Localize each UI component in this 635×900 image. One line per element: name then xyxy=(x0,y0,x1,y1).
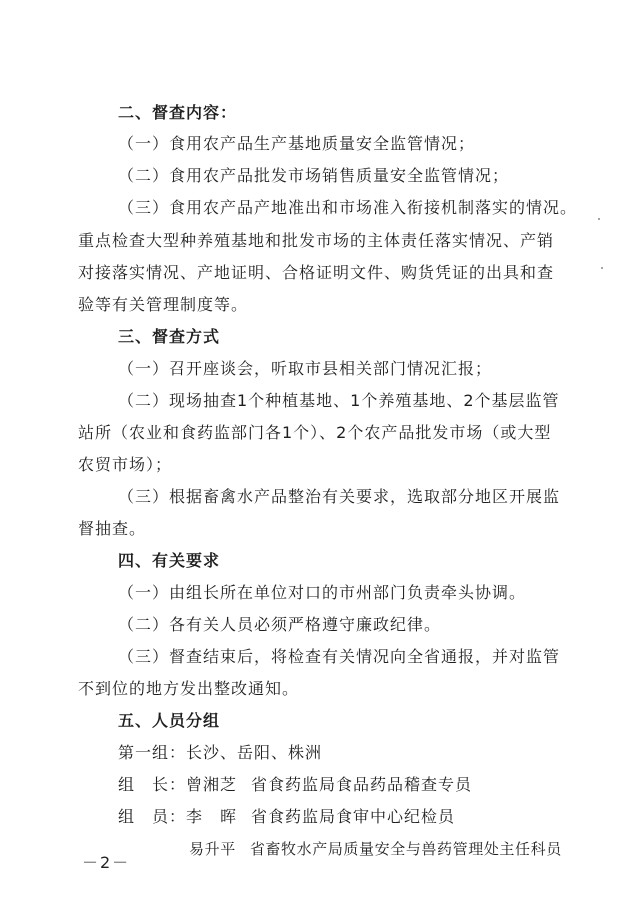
group-one-regions: 第一组：长沙、岳阳、株洲 xyxy=(118,743,323,762)
page-number: －2－ xyxy=(82,853,131,872)
paragraph-line: （二）现场抽查1个种植基地、1个养殖基地、2个基层监管 xyxy=(118,391,560,410)
group-leader-row xyxy=(118,775,472,795)
scan-speck xyxy=(601,267,603,269)
section-heading-inspection-content: 二、督查内容： xyxy=(118,103,238,122)
paragraph-line: 农贸市场）； xyxy=(78,455,173,474)
paragraph-line: （三）督查结束后，将检查有关情况向全省通报，并对监管 xyxy=(118,647,561,666)
group-member-row xyxy=(118,807,455,827)
paragraph-line: （二）各有关人员必须严格遵守廉政纪律。 xyxy=(118,615,442,634)
paragraph-line: （一）由组长所在单位对口的市州部门负责牵头协调。 xyxy=(118,583,527,602)
section-heading-requirements: 四、有关要求 xyxy=(118,551,221,570)
group-member-name: 李 晖 xyxy=(186,807,238,826)
paragraph-line: （三）食用农产品产地准出和市场准入衔接机制落实的情况。 xyxy=(118,198,578,217)
paragraph-line: （三）根据畜禽水产品整治有关要求，选取部分地区开展监 xyxy=(118,487,561,506)
group-member-title: 省畜牧水产局质量安全与兽药管理处主任科员 xyxy=(249,840,562,858)
group-leader-name: 曾湘芝 xyxy=(186,775,238,794)
group-member-title: 省食药监局食审中心纪检员 xyxy=(251,807,456,826)
scan-speck xyxy=(598,218,600,220)
paragraph-line: （二）食用农产品批发市场销售质量安全监管情况； xyxy=(118,166,510,185)
group-member-name: 易升平 xyxy=(189,840,236,858)
group-leader-label: 组 长： xyxy=(118,775,187,794)
paragraph-line: 重点检查大型种养殖基地和批发市场的主体责任落实情况、产销 xyxy=(78,231,555,250)
paragraph-line: 不到位的地方发出整改通知。 xyxy=(78,679,300,698)
group-member-row xyxy=(189,839,562,859)
paragraph-line: 验等有关管理制度等。 xyxy=(78,295,249,314)
section-heading-inspection-method: 三、督查方式 xyxy=(118,327,221,346)
paragraph-line: 对接落实情况、产地证明、合格证明文件、购货凭证的出具和查 xyxy=(78,263,555,282)
group-member-label: 组 员： xyxy=(118,807,187,826)
paragraph-line: （一）食用农产品生产基地质量安全监管情况； xyxy=(118,134,476,153)
paragraph-line: 站所（农业和食药监部门各1个）、2个农产品批发市场（或大型 xyxy=(78,423,552,442)
section-heading-personnel-groups: 五、人员分组 xyxy=(118,711,221,730)
group-leader-title: 省食药监局食品药品稽查专员 xyxy=(251,775,473,794)
paragraph-line: （一）召开座谈会，听取市县相关部门情况汇报； xyxy=(118,359,493,378)
paragraph-line: 督抽查。 xyxy=(78,519,147,538)
